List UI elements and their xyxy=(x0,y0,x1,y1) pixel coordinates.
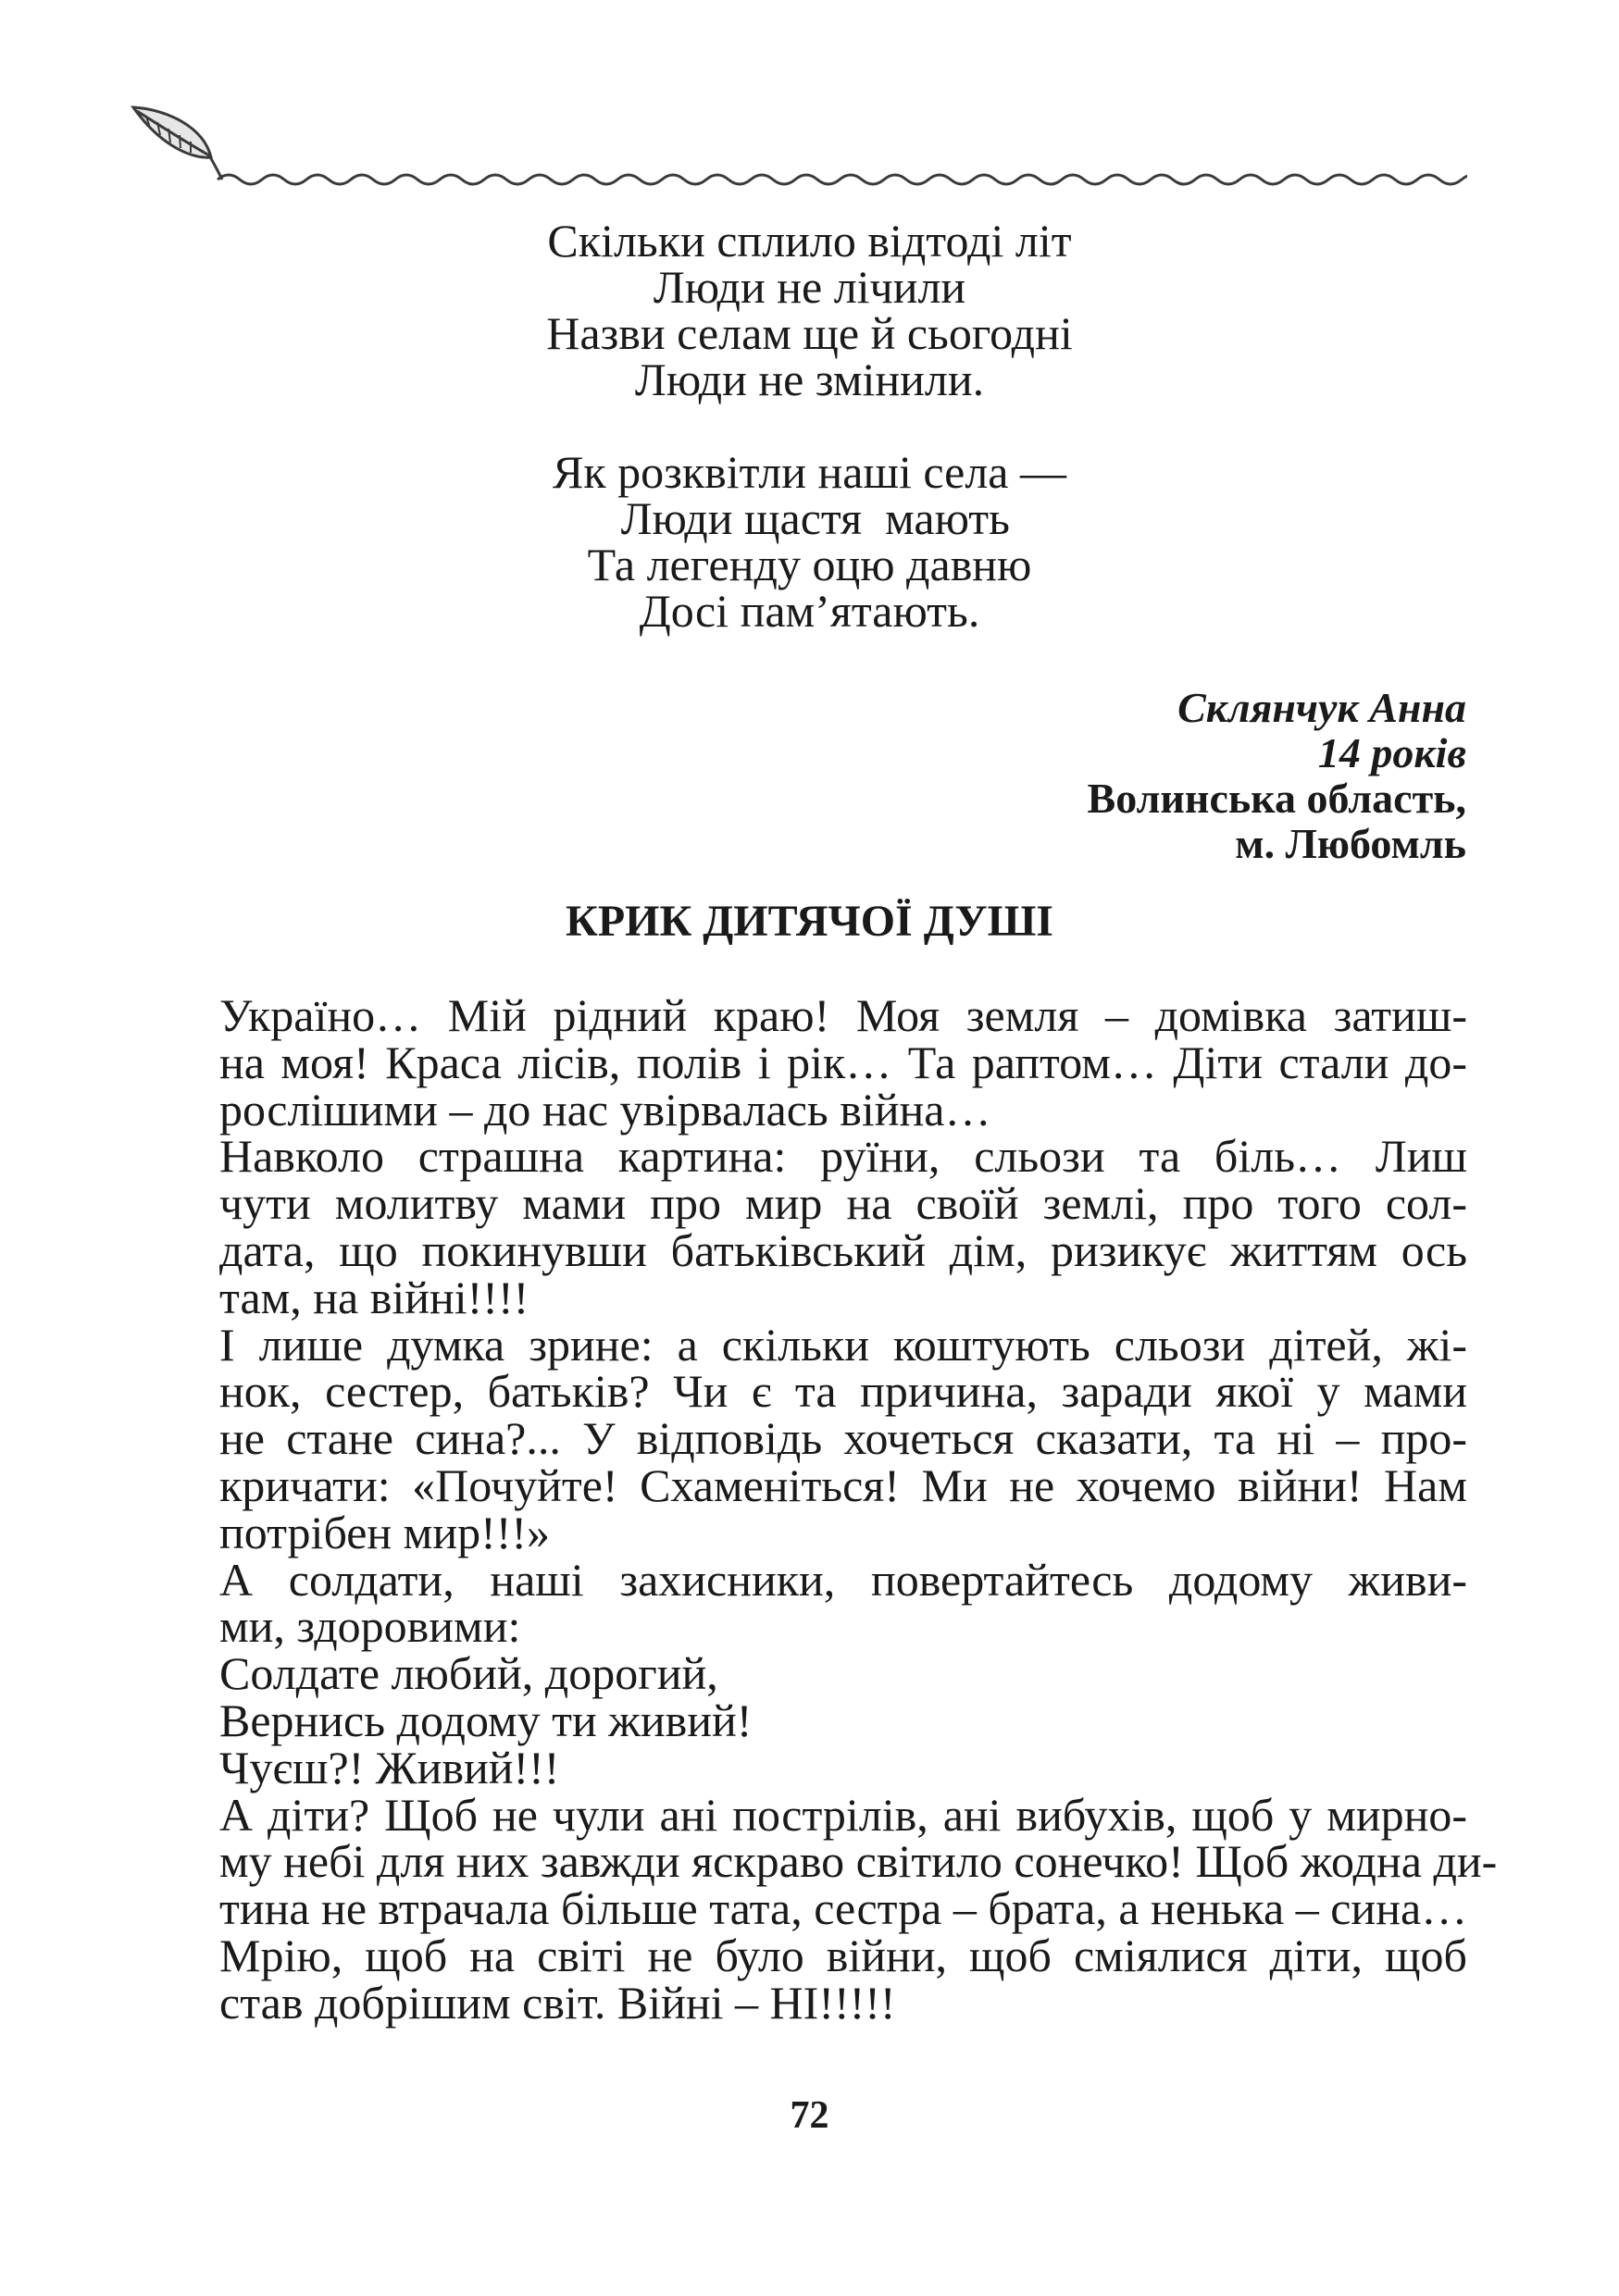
verse-line: Чуєш?! Живий!!! xyxy=(219,1741,560,1793)
author-signature xyxy=(1088,685,1466,866)
page-number: 72 xyxy=(790,2094,829,2137)
paragraph xyxy=(171,1553,1467,1653)
poem-line: Та легенду оцю давню xyxy=(587,539,1032,590)
poem-stanza-2 xyxy=(0,446,1619,637)
text-line: чути молитву мами про мир на своїй землі, про того сол- xyxy=(219,1177,1467,1230)
text-line: Мрію, щоб на світі не було війни, щоб сміялися діти, щоб xyxy=(219,1929,1467,1981)
paragraph xyxy=(171,1788,1498,1935)
verse-line: Солдате любий, дорогий, xyxy=(219,1647,718,1700)
text-line: дата, що покинувши батьківський дім, ризикує життям ось xyxy=(219,1223,1467,1276)
poem-stanza-1 xyxy=(0,217,1619,403)
text-line: А солдати, наші захисники, повертайтесь додому живи- xyxy=(219,1553,1467,1606)
poem-line: Люди не лічили xyxy=(653,261,966,313)
text-line: І лише думка зрине: а скільки коштують сльози дітей, жі- xyxy=(219,1318,1467,1371)
paragraph xyxy=(171,1929,1467,2029)
text-line: Навколо страшна картина: руїни, сльози та біль… Лиш xyxy=(219,1130,1467,1183)
text-line: тина не втрачала більше тата, сестра – брата, а ненька – сина… xyxy=(219,1882,1468,1935)
poem-line: Люди щастя мають xyxy=(609,492,1010,544)
text-line: кричати: «Почуйте! Схаменіться! Ми не хочемо війни! Нам xyxy=(219,1458,1467,1511)
author-age: 14 років xyxy=(1317,729,1466,776)
poem-line: Назви селам ще й сьогодні xyxy=(546,307,1073,359)
poem-line: Як розквітли наші села — xyxy=(553,446,1066,498)
quill-ornament xyxy=(130,104,1467,196)
text-line: став добрішим світ. Війні – НІ!!!!! xyxy=(219,1976,896,2029)
author-town: м. Любомль xyxy=(1235,820,1466,867)
verse-line: Вернись додому ти живий! xyxy=(219,1694,753,1746)
essay-body xyxy=(171,989,1498,2029)
text-line: нок, сестер, батьків? Чи є та причина, заради якої у мами xyxy=(219,1365,1467,1418)
essay-title: КРИК ДИТЯЧОЇ ДУШІ xyxy=(566,897,1053,946)
paragraph xyxy=(171,1130,1467,1323)
poem-line: Досі пам’ятають. xyxy=(639,585,980,637)
text-line: му небі для них завжди яскраво світило сонечко! Щоб жодна ди- xyxy=(219,1835,1498,1888)
text-line: не стане сина?... У відповідь хочеться сказати, та ні – про- xyxy=(219,1412,1467,1465)
text-line: рослішими – до нас увірвалась війна… xyxy=(219,1083,991,1136)
text-line: на моя! Краса лісів, полів і рік… Та раптом… Діти стали до- xyxy=(219,1036,1467,1088)
text-line: ми, здоровими: xyxy=(219,1600,521,1653)
poem-line: Люди не змінили. xyxy=(634,354,985,405)
paragraph xyxy=(171,1318,1467,1558)
text-line: потрібен мир!!!» xyxy=(219,1506,551,1558)
wavy-divider xyxy=(218,175,1467,184)
poem-line: Скільки сплило відтоді літ xyxy=(547,215,1072,267)
author-region: Волинська область, xyxy=(1087,775,1466,822)
text-line: А діти? Щоб не чули ані пострілів, ані вибухів, щоб у мирно- xyxy=(219,1788,1467,1841)
paragraph xyxy=(171,989,1467,1136)
text-line: Україно… Мій рідний краю! Моя земля – домівка затиш- xyxy=(219,989,1467,1041)
quill-pen-icon xyxy=(133,107,222,180)
author-name: Склянчук Анна xyxy=(1177,684,1466,731)
text-line: там, на війні!!!! xyxy=(219,1271,529,1323)
